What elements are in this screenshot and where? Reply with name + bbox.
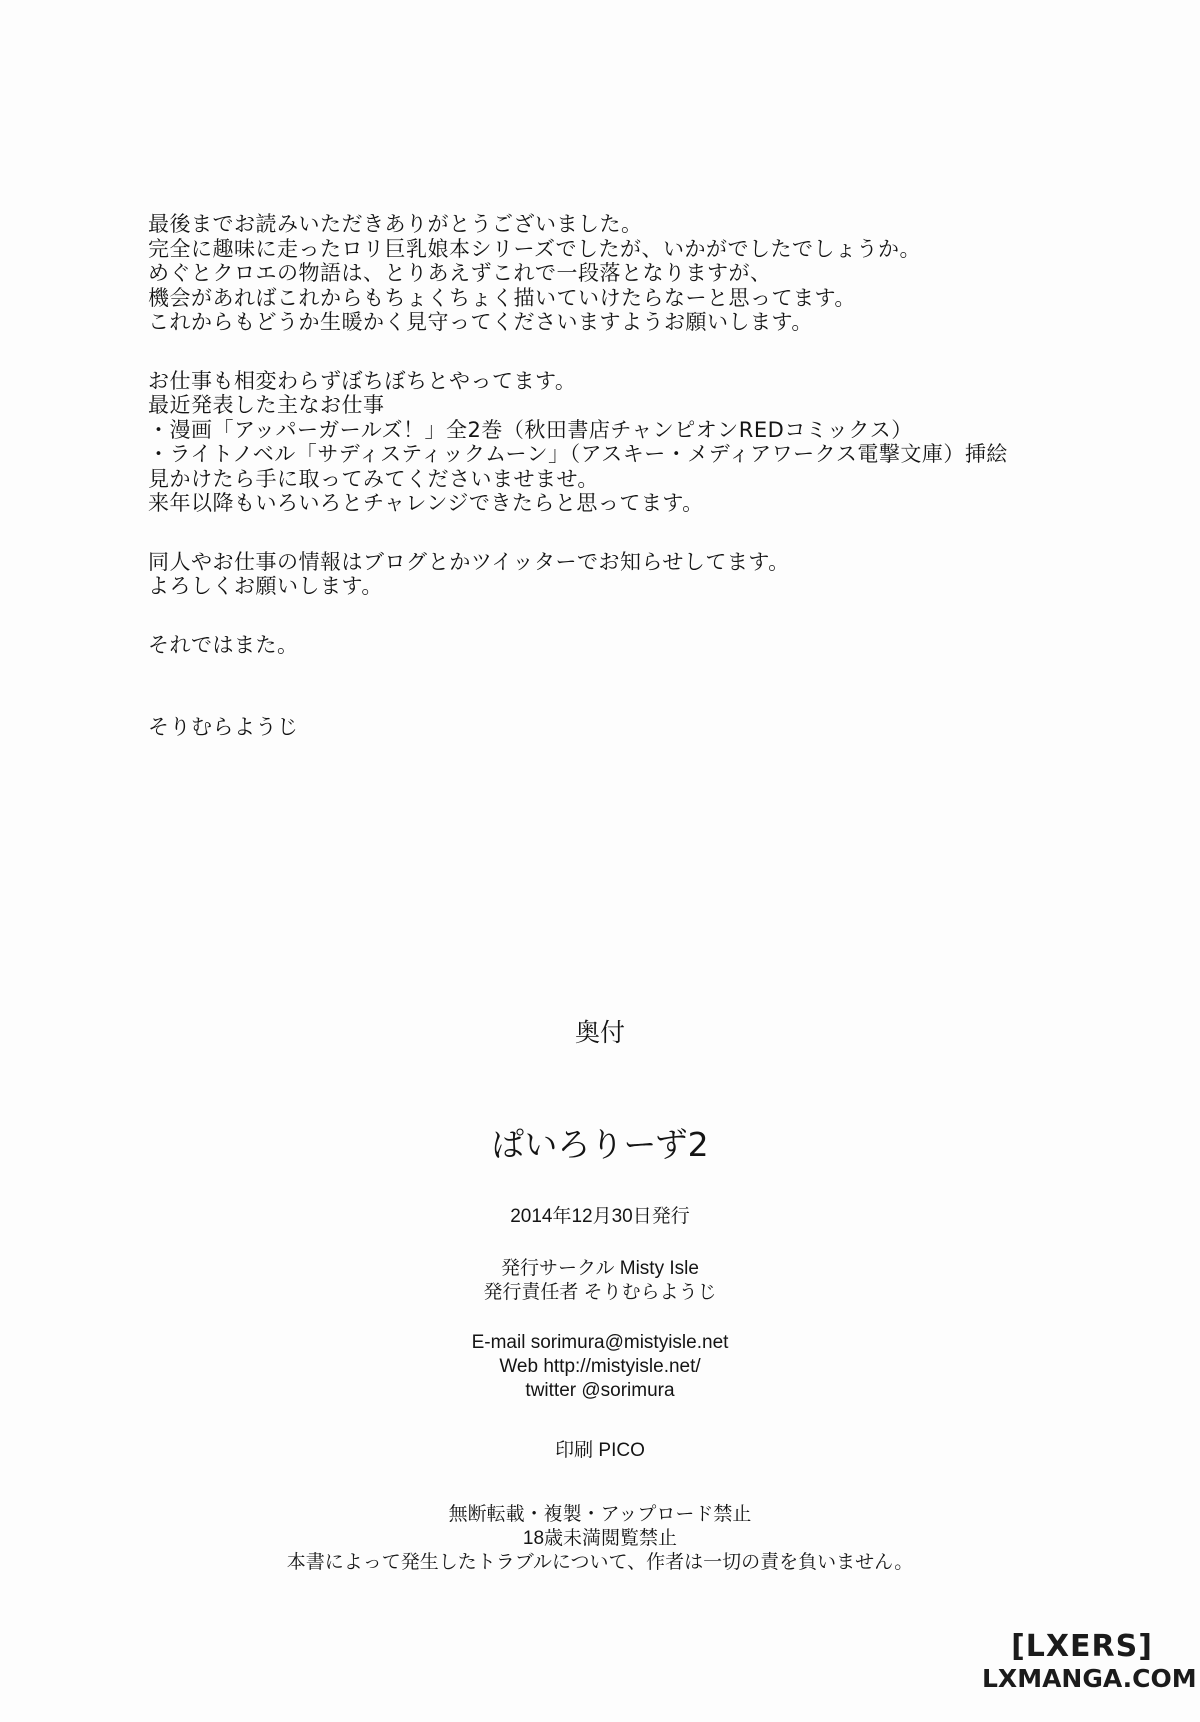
age-notice: 18歳未満閲覧禁止 [522,1528,678,1549]
paragraph-gap [148,516,1108,550]
afterword-line: めぐとクロエの物語は、とりあえずこれで一段落となりますが、 [148,261,772,285]
watermark-top: [LXERS] [1011,1629,1153,1664]
printer-line: 印刷 PICO [555,1440,645,1461]
web-line: Web http://mistyisle.net/ [499,1356,701,1377]
afterword-line: 機会があればこれからもちょくちょく描いていけたらなーと思ってます。 [148,285,856,310]
email-line: E-mail sorimura@mistyisle.net [471,1332,729,1353]
circle-name: 発行サークル Misty Isle [501,1258,699,1279]
afterword [148,212,1108,740]
notices-block [0,1503,1200,1575]
afterword-line: 同人やお仕事の情報はブログとかツイッターでお知らせしてます。 [148,549,790,574]
contact-block [0,1331,1200,1403]
afterword-line: 最後までお読みいただきありがとうございました。 [148,212,643,236]
paragraph-gap [148,599,1108,633]
afterword-line: これからもどうか生暖かく見守ってくださいますようお願いします。 [148,310,813,334]
publisher-name: 発行責任者 そりむらようじ [483,1282,717,1303]
paragraph-gap [148,335,1108,369]
afterword-line: 見かけたら手に取ってみてくださいませませ。 [148,466,599,491]
afterword-line: よろしくお願いします。 [148,574,383,598]
afterword-line: ・ライトノベル「サディスティックムーン」（アスキー・メディアワークス電撃文庫）挿絵 [148,442,1008,466]
liability-notice: 本書によって発生したトラブルについて、作者は一切の責を負いません。 [286,1552,914,1573]
author-signature: そりむらようじ [148,715,299,739]
publication-date: 2014年12月30日発行 [510,1206,690,1227]
colophon-heading: 奥付 [574,1018,625,1047]
afterword-line: 最近発表した主なお仕事 [148,393,385,417]
book-title: ぱいろりーず2 [491,1125,709,1164]
afterword-line: お仕事も相変わらずぼちぼちとやってます。 [148,368,577,393]
afterword-line: 来年以降もいろいろとチャレンジできたらと思ってます。 [148,491,704,515]
closing-line: それではまた。 [148,632,299,657]
afterword-line: 完全に趣味に走ったロリ巨乳娘本シリーズでしたが、いかがでしたでしょうか。 [148,236,921,261]
paragraph-gap [148,657,1108,715]
afterword-line: ・漫画「アッパーガールズ！」全2巻（秋田書店チャンピオンREDコミックス） [148,417,913,442]
watermark-bottom: LXMANGA.COM [982,1664,1197,1693]
reproduction-notice: 無断転載・複製・アップロード禁止 [448,1504,752,1525]
site-watermark [982,1629,1197,1694]
twitter-line: twitter @sorimura [525,1380,675,1401]
publisher-block [0,1257,1200,1305]
colophon [0,1018,1200,1575]
